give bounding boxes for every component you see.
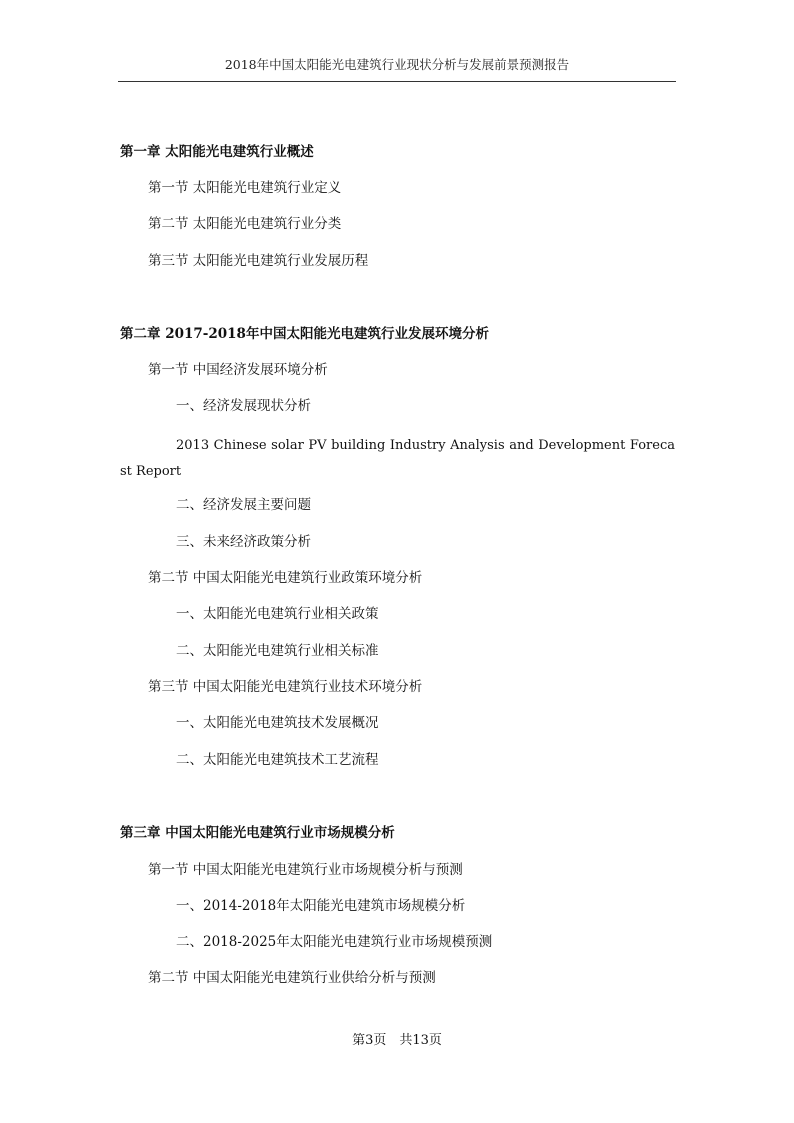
- toc-ch2-section-1: 第一节 中国经济发展环境分析: [148, 362, 328, 378]
- toc-ch2-s2-item-1: 一、太阳能光电建筑行业相关政策: [176, 606, 379, 622]
- toc-ch2-section-3: 第三节 中国太阳能光电建筑行业技术环境分析: [148, 679, 423, 695]
- toc-ch2-s1-item-1: 一、经济发展现状分析: [176, 398, 311, 414]
- toc-ch3-section-2: 第二节 中国太阳能光电建筑行业供给分析与预测: [148, 970, 436, 986]
- toc-ch3-section-1: 第一节 中国太阳能光电建筑行业市场规模分析与预测: [148, 862, 463, 878]
- toc-ch1-section-2: 第二节 太阳能光电建筑行业分类: [148, 216, 342, 232]
- toc-chapter-3: 第三章 中国太阳能光电建筑行业市场规模分析: [120, 825, 395, 841]
- header-divider: [118, 81, 676, 82]
- toc-ch1-section-3: 第三节 太阳能光电建筑行业发展历程: [148, 253, 369, 269]
- toc-ch2-s3-item-1: 一、太阳能光电建筑技术发展概况: [176, 715, 379, 731]
- toc-ch2-section-2: 第二节 中国太阳能光电建筑行业政策环境分析: [148, 570, 423, 586]
- toc-chapter-1: 第一章 太阳能光电建筑行业概述: [120, 144, 314, 160]
- page-footer: 第3页 共13页: [352, 1033, 442, 1048]
- toc-ch3-s1-item-2: 二、2018-2025年太阳能光电建筑行业市场规模预测: [176, 934, 493, 950]
- toc-ch2-s2-item-2: 二、太阳能光电建筑行业相关标准: [176, 643, 379, 659]
- toc-ch2-s3-item-2: 二、太阳能光电建筑技术工艺流程: [176, 752, 379, 768]
- toc-chapter-2: 第二章 2017-2018年中国太阳能光电建筑行业发展环境分析: [120, 326, 489, 342]
- page-header: 2018年中国太阳能光电建筑行业现状分析与发展前景预测报告: [224, 57, 570, 72]
- toc-ch3-s1-item-1: 一、2014-2018年太阳能光电建筑市场规模分析: [176, 898, 466, 914]
- toc-ch2-s1-item-3: 三、未来经济政策分析: [176, 534, 311, 550]
- toc-english-note: 2013 Chinese solar PV building Industry Analysis and Development Forecast Report: [120, 438, 675, 479]
- toc-ch2-s1-item-2: 二、经济发展主要问题: [176, 497, 311, 513]
- toc-ch1-section-1: 第一节 太阳能光电建筑行业定义: [148, 180, 342, 196]
